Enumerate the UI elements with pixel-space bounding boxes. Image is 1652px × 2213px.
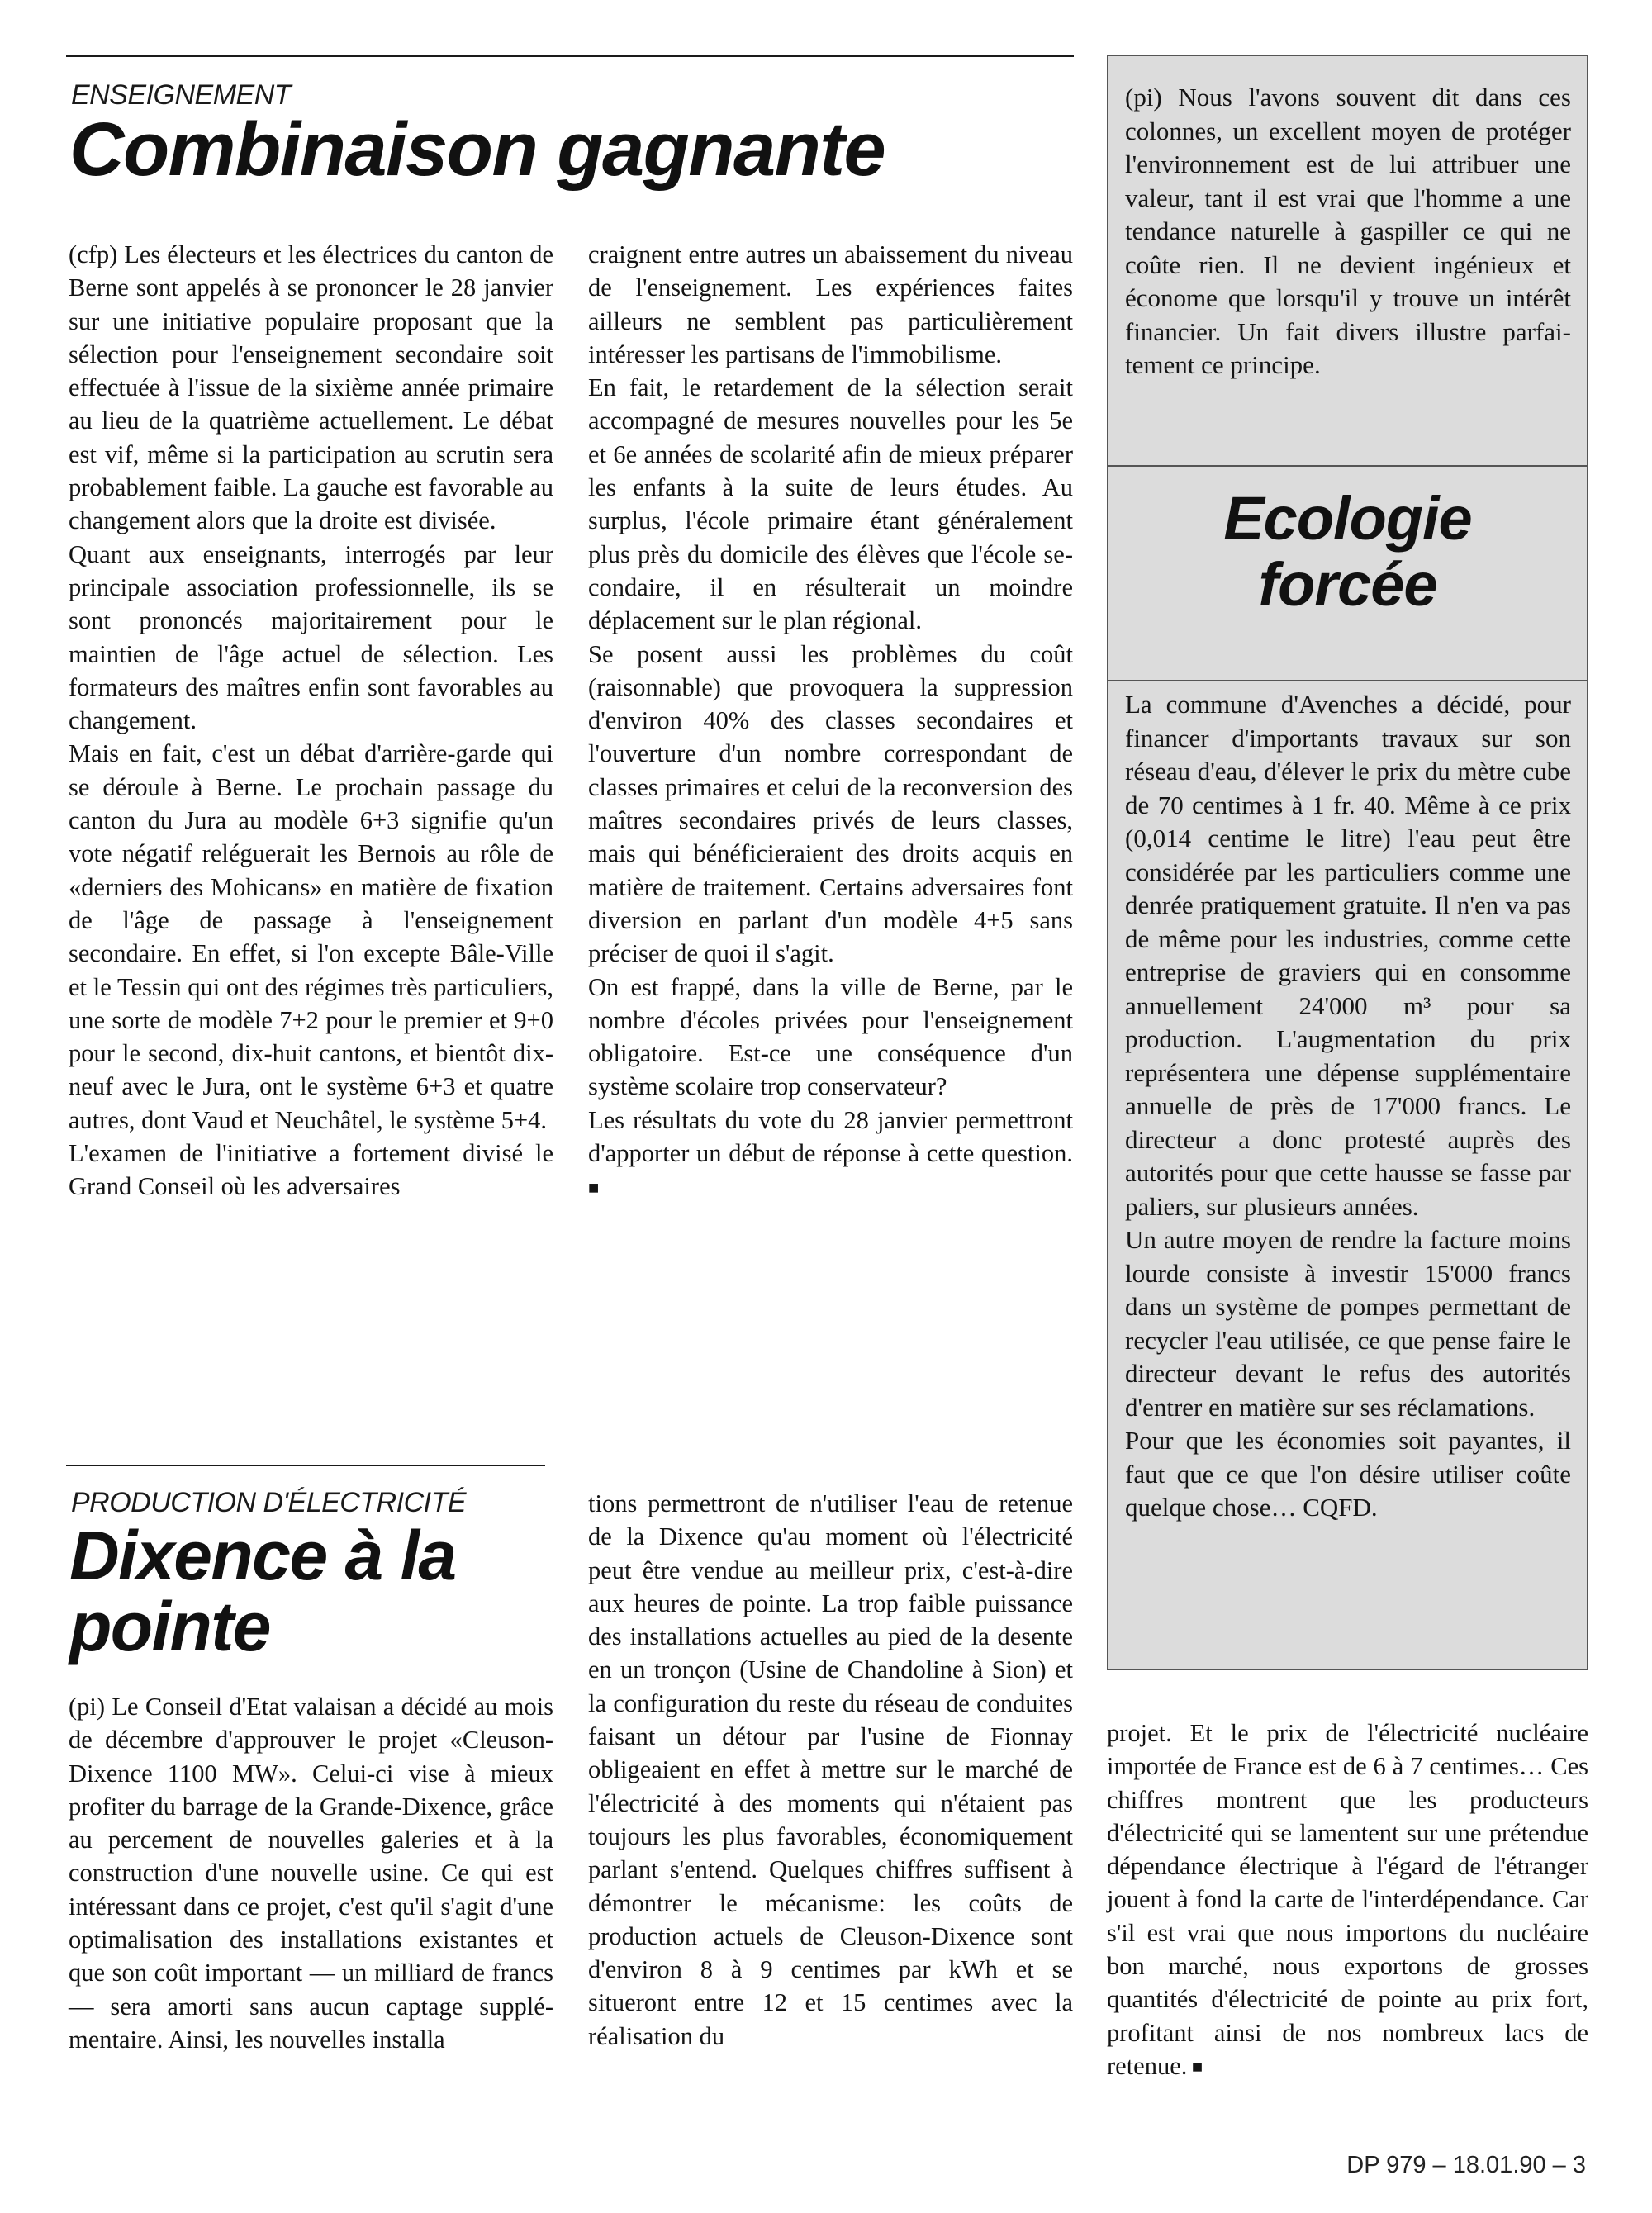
sidebar-title-line2: forcée	[1258, 550, 1437, 619]
article1-kicker: ENSEIGNEMENT	[71, 79, 292, 111]
article2-col3-para: projet. Et le prix de l'électricité nucléaire importée de France est de 6 à 7 centimes… Ces chiffres montrent que les producteurs d'électricité qui se lamentent sur une prétendue dépendance électrique à l'égard de l'étranger jouent à fond la carte de l'interdépendance. Car s'il est vrai que nous importons du nucléaire bon marché, nous exportons de grosses quantités d'électricité de pointe au prix fort, profitant ainsi de nos nombreux lacs de retenue. ■	[1107, 1717, 1588, 2083]
top-rule	[66, 55, 1074, 57]
article2-col3	[1107, 1717, 1588, 2083]
sidebar-body-para: Pour que les économies soit payantes, il faut que ce que l'on désire utiliser coûte quelque chose… CQFD.	[1125, 1426, 1571, 1522]
sidebar-title-line1: Ecologie	[1223, 484, 1472, 553]
article2-kicker: PRODUCTION D'ÉLECTRICITÉ	[71, 1487, 467, 1518]
article2-title-line1: Dixence à la	[69, 1517, 456, 1594]
article2-title-line2: pointe	[69, 1588, 270, 1665]
sidebar-separator	[1108, 680, 1587, 681]
article1-title: Combinaison gagnante	[69, 107, 885, 192]
sidebar-body-para: La commune d'Avenches a décidé, pour financer d'importants travaux sur son réseau d'eau, d'élever le prix du mètre cube de 70 centimes à 1 fr. 40. Même à ce prix (0,014 centime le litre) l'eau peut être considérée par les particuliers comme une denrée pratiquement gratuite. Il n'en va pas de même pour les industries, comme cette entreprise de graviers qui en consomme annuellement 24'000 m³ pour sa production. L'augmentation du prix représentera une dépense supplémentaire annuelle de près de 17'000 francs. Le directeur a donc protesté auprès des autorités pour que cette hausse se fasse par paliers, sur plusieurs années.	[1125, 690, 1571, 1221]
article1-col1-para: Mais en fait, c'est un débat d'arrière-garde qui se déroule à Berne. Le prochain passage du canton du Jura au modèle 6+3 signifie qu'un vote négatif reléguerait les Bernois au rôle de «derniers des Mohicans» en matière de fixation de l'âge de passage à l'enseignement secondaire. En effet, si l'on excepte Bâle-Ville et le Tessin qui ont des régimes très particuliers, une sorte de modèle 7+2 pour le premier et 9+0 pour le second, dix-huit cantons, et bientôt dix-neuf avec le Jura, ont le système 6+3 et quatre autres, dont Vaud et Neuchâtel, le système 5+4.	[69, 739, 553, 1134]
article2-title	[69, 1517, 456, 1665]
article2-col1-para: (pi) Le Conseil d'Etat valaisan a décidé au mois de décembre d'approuver le projet «Cleuson-Dixence 1100 MW». Celui-ci vise à mieux profiter du barrage de la Grande-Dixence, grâce au percement de nouvelles galeries et à la construction d'une nouvelle usine. Ce qui est intéressant dans ce projet, c'est qu'il s'agit d'une optimalisation des installations existantes et que son coût important — un milliard de francs — sera amorti sans aucun captage supplémentaire. Ainsi, les nouvelles installa	[69, 1693, 553, 2054]
article1-col2-para: craignent entre autres un abaissement du niveau de l'enseignement. Les expériences faites ailleurs ne semblent pas particulièrement intéresser les partisans de l'immobilisme.	[588, 240, 1073, 368]
sidebar-body	[1125, 688, 1571, 1525]
article1-col2-para: Les résultats du vote du 28 janvier permettront d'apporter un début de réponse à cette question. ■	[588, 1104, 1073, 1205]
article2-rule	[66, 1465, 545, 1466]
page-footer: DP 979 – 18.01.90 – 3	[1346, 2152, 1586, 2178]
article1-col1	[69, 238, 553, 1204]
article2-col2	[588, 1487, 1073, 2053]
article1-col1-para: L'examen de l'initiative a fortement divisé le Grand Conseil où les adversaires	[69, 1139, 553, 1201]
sidebar-title	[1108, 486, 1587, 618]
article2-col1	[69, 1690, 553, 2056]
sidebar-body-para: Un autre moyen de rendre la facture moins lourde consiste à investir 15'000 francs dans un système de pompes permettant de recycler l'eau utilisée, ce que pense faire le directeur devant le refus des autorités d'entrer en matière sur ses réclamations.	[1125, 1225, 1571, 1422]
article1-col2	[588, 238, 1073, 1205]
article1-col2-para: En fait, le retardement de la sélection serait accompagné de mesures nouvelles pour les 5e et 6e années de scolarité afin de mieux préparer les enfants à la suite de leurs études. Au surplus, l'école primaire étant généralement plus près du domicile des élèves que l'école secondaire, il en résulterait un moindre déplacement sur le plan régional.	[588, 373, 1073, 635]
sidebar-intro: (pi) Nous l'avons souvent dit dans ces colonnes, un excellent moyen de protéger l'environnement est de lui attribuer une valeur, tant il est vrai que l'homme a une tendance naturelle à gaspiller ce qui ne coûte rien. Il ne devient ingénieux et économe que lorsqu'il y trouve un intérêt financier. Un fait divers illustre parfaitement ce principe.	[1125, 83, 1571, 379]
sidebar-separator	[1108, 465, 1587, 467]
article2-col2-para: tions permettront de n'utiliser l'eau de retenue de la Dixence qu'au moment où l'électricité peut être vendue au meilleur prix, c'est-à-dire aux heures de pointe. La trop faible puissance des installations actuelles au pied de la desente en un tronçon (Usine de Chandoline à Sion) et la configuration du reste du réseau de conduites faisant un détour par l'usine de Fionnay obligeaient en effet à mettre sur le marché de l'électricité à des moments qui n'étaient pas toujours les plus favorables, économiquement parlant s'entend. Quelques chiffres suffisent à démontrer le mécanisme: les coûts de production actuels de Cleuson-Dixence sont d'environ 8 à 9 centimes par kWh et se situeront entre 12 et 15 centimes avec la réalisation du	[588, 1489, 1073, 2050]
article1-col2-para: On est frappé, dans la ville de Berne, par le nombre d'écoles privées pour l'enseignement obligatoire. Est-ce une conséquence d'un système scolaire trop conservateur?	[588, 972, 1073, 1101]
article1-col1-para: Quant aux enseignants, interrogés par leur principale association professionnelle, ils se sont prononcés majoritairement pour le maintien de l'âge actuel de sélection. Les formateurs des maîtres enfin sont favorables au changement.	[69, 539, 553, 735]
article1-col2-para: Se posent aussi les problèmes du coût (raisonnable) que provoquera la suppression d'environ 40% des classes secondaires et l'ouverture d'un nombre correspondant de classes primaires et celui de la reconversion des maîtres secondaires privés de leurs classes, mais qui bénéficieraient des droits acquis en matière de traitement. Certains adversaires font diversion en parlant d'un modèle 4+5 sans préciser de quoi il s'agit.	[588, 639, 1073, 968]
sidebar-box	[1107, 55, 1588, 1670]
article1-col1-para: (cfp) Les électeurs et les électrices du canton de Berne sont appelés à se prononcer le 28 janvier sur une initiative populaire proposant que la sélection pour l'enseignement secondaire soit effectuée à l'issue de la sixième année primaire au lieu de la quatrième actuellement. Le débat est vif, même si la participation au scrutin sera probablement faible. La gauche est favorable au changement alors que la droite est divisée.	[69, 240, 553, 535]
